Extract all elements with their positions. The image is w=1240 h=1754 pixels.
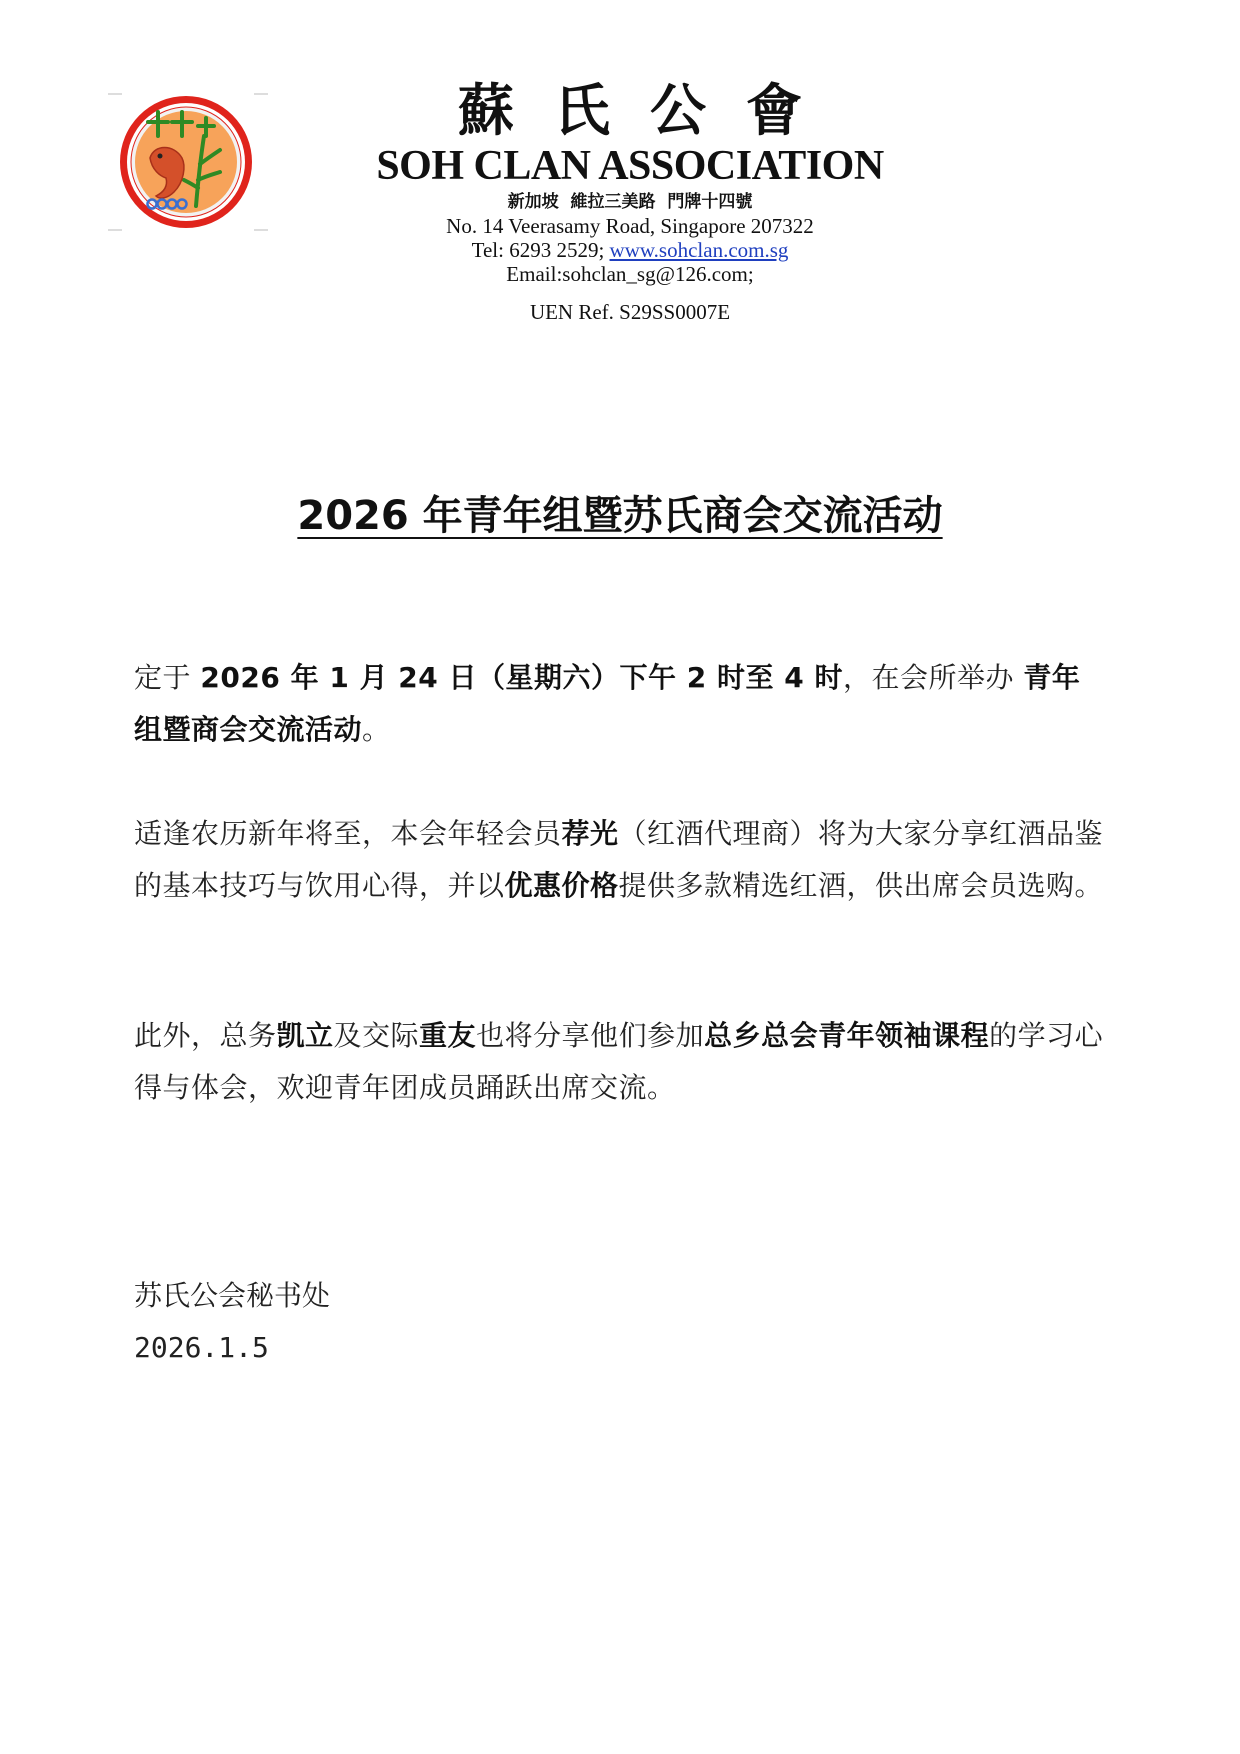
org-name-chinese: 蘇氏公會 (458, 78, 842, 144)
para2-text-3: 提供多款精选红酒，供出席会员选购。 (618, 869, 1104, 902)
contact-line (330, 238, 930, 262)
speaker-name-2: 重友 (419, 1019, 477, 1052)
speaker-name-1: 凯立 (276, 1019, 334, 1052)
clan-logo-icon (108, 92, 268, 252)
uen-reference: UEN Ref. S29SS0007E (529, 300, 731, 324)
para3-text-4: 的学习心得与体会，欢迎青年团成员踊跃出席交流。 (134, 1019, 1104, 1104)
event-date-time: 2026 年 1 月 24 日（星期六）下午 2 时至 4 时 (200, 661, 843, 694)
paragraph-wine-sharing (134, 808, 1108, 912)
para1-text-3: 。 (362, 713, 391, 746)
email: Email:sohclan_sg@126.com; (506, 262, 754, 286)
website-link[interactable]: www.sohclan.com.sg (609, 238, 789, 262)
para3-text-1: 此外，总务 (134, 1019, 277, 1052)
course-name: 总乡总会青年领袖课程 (704, 1019, 990, 1052)
address-chinese: 新加坡 維拉三美路 門牌十四號 (507, 192, 753, 212)
paragraph-event-details (134, 652, 1108, 756)
issue-date: 2026.1.5 (134, 1331, 269, 1364)
telephone: Tel: 6293 2529; (471, 238, 610, 262)
para1-text-1: 定于 (134, 661, 201, 694)
para1-text-2: ，在会所举办 (842, 661, 1024, 694)
para2-text-2: （红酒代理商）将为大家分享红酒品鉴的基本技巧与饮用心得，并以 (134, 817, 1104, 902)
event-name: 青年组暨商会交流活动 (134, 661, 1081, 746)
signature-block (134, 1270, 330, 1374)
notice-title (0, 488, 1240, 544)
paragraph-leadership-sharing (134, 1010, 1108, 1114)
para3-text-3: 也将分享他们参加 (476, 1019, 705, 1052)
org-name-english: SOH CLAN ASSOCIATION (376, 143, 884, 189)
notice-title-text: 2026 年青年组暨苏氏商会交流活动 (297, 493, 943, 539)
address-english: No. 14 Veerasamy Road, Singapore 207322 (446, 214, 814, 238)
para3-text-2: 及交际 (333, 1019, 420, 1052)
letterhead (330, 78, 930, 324)
para2-text-1: 适逢农历新年将至，本会年轻会员 (134, 817, 562, 850)
secretariat-name: 苏氏公会秘书处 (134, 1279, 331, 1312)
discount-price: 优惠价格 (504, 869, 619, 902)
member-name: 荐光 (561, 817, 619, 850)
